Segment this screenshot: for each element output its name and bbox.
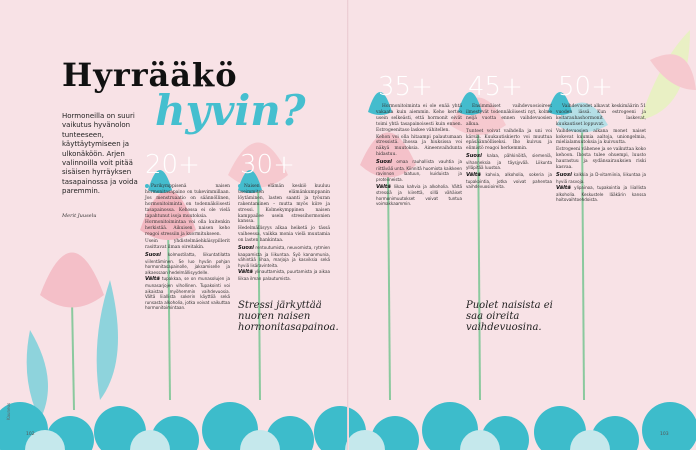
pull-quote-left: Stressi järkyttää nuoren naisen hormonitasapainoa. bbox=[238, 300, 339, 333]
bullet-icon bbox=[238, 184, 242, 188]
page-number-right: 103 bbox=[660, 432, 669, 437]
bullet-icon bbox=[466, 104, 470, 108]
page-number-left: 102 bbox=[26, 432, 35, 437]
age-heading-35: 35+ bbox=[378, 72, 433, 102]
article-title: Hyrrääkö bbox=[62, 56, 238, 94]
column-30: Naisen elämän keskiö kuuluu useimmiten elämänkumppanin löytäminen, lasten saanti ja työuran rakentaminen – mutta myös kiire ja stressi. Kolmekymppinen naisen kamppailee usein stressihormonien kanssa. Hedelmällisyys alkaa heiketä jo tässä vaiheessa, vaikka monia vielä muutamia on lasten hankintaa. Suosi rentoutumista, neuvomista, rytmien kaapamista ja liikuntaa. Syö kananmunia, vähintää lihaa, marjoja ja kasviksia sekä hyviä lisäravinteita. Vältä ylinauttamista, puurtamista ja aikaa liikaa ilman palautumista. bbox=[238, 184, 330, 282]
age-heading-50: 50+ bbox=[558, 72, 613, 102]
bullet-icon bbox=[145, 184, 149, 188]
age-heading-30: 30+ bbox=[240, 150, 295, 180]
section-label: Kauneus bbox=[6, 402, 11, 420]
age-heading-45: 45+ bbox=[468, 72, 523, 102]
column-35: Hormonitoiminta ei ole enää yhtä vakaata kuin aiemmin. Keho kertoo usein selkeästi, että hormonit eivät toimi yhtä tasapainoisesti kuin ennen. Estrogeenitaso laskee vähitellen. Kehon voi olla hitaampi palautumaan stressistä. Ihossa ja hiuksissa voi näkyä muutoksia. Aineenvaihdunta hidastuu. Suosi omaa rauhallista vauhtia ja riittävää unta. Kiinnitä huomiota kaikkeen ravinnon laatuun, kuiduista ja proteiineista. Vältä liikaa kahvia ja alkoholia. Vältä stressiä ja kiirettä, sillä vähäiset hormonimuutokset voivat tuntua voimakkaammin. bbox=[376, 104, 462, 207]
byline: Merit Juuselu bbox=[62, 213, 97, 219]
age-heading-20: 20+ bbox=[145, 150, 200, 180]
column-20: Parikymppisenä naisen hormonitasapaino on tukevimmillaan. Jos menstruaatio on säännöllinen, hormonitoiminta on todennäköisesti tasapainossa. Kehossa ei ole vielä tapahtunut isoja muutoksia. Hormonitoimintaa voi olla kuitenkin herkistää. Aikuisen naisen keho reagoi stressiin ja kuormitukseen. Usein yhdistelmäehkäisypillerit rasittavat ilman oireitakin. Suosi kolmostilatta, liikuntatilatta viilentäminen. Se luo hyvän pohjan hormonitasapainolle, jaksamiselle ja alkaessaan hedelmällisyydelle. Vältä tupakkaa, se on munasolujen ja munasarjojen vihollinen. Tupakointi voi aikaistaa myöhemmin vaihdevuosia. Vältä liiallista sokerin käyttöä sekä runsasta alkoholia, jotka voivat vaikuttaa hormonitoimintaan. bbox=[145, 184, 230, 311]
page-spine bbox=[347, 0, 349, 450]
bullet-icon bbox=[376, 104, 380, 108]
pull-quote-right: Puolet naisista ei saa oireita vaihdevuosina. bbox=[466, 300, 553, 333]
intro-text: Hormoneilla on suuri vaikutus hyvänolon tunteeseen, käyttäytymiseen ja ulkonäköön. Arjen valinnoilla voit pitää sisäisen hyrräyksen tasapainossa ja voida paremmin. bbox=[62, 112, 138, 196]
column-45: Ensimmäiset vaihdevuosioireet ilmestyvät todennäköisesti nyt, kolme neljä vuotta ennen vaihdevuosien alkua. Tunteet voivat vaihdella ja uni voi kärsiä. Kuukautiskierto voi muuttua epäsäännölliseksi. Iho kuivuu ja elimistö reagoi herkemmin. Suosi kalaa, pähkinöitä, siemeniä, vihanneksia ja täysjyvää. Liikunta ylläpitää luustoa. Vältä kahvia, alkoholia, sokeria ja tupakointia, jotka voivat pahentaa vaihdevuosioireita. bbox=[466, 104, 552, 190]
article-title-italic: hyvin? bbox=[155, 86, 306, 135]
bullet-icon bbox=[556, 104, 560, 108]
column-50: Vaihdevuodet alkavat keskimäärin 51 vuoden iässä. Kun estrogeeni ja keltarauhashormonit laskevat, kuukautiset loppuvat. Vaihdevuosien aikana monet naiset kokevat kuumia aaltoja, uniongelmia, mielialamuutoksia ja kuivuutta. Estrogeeni vähenee ja se vaikuttaa koko kehoon. Ihosta tulee ohuempi, luusto haurastuu ja sydänsairauksien riski kasvaa. Suosi kalkkia ja D-vitamiinia, liikuntaa ja hyviä rasvoja. Vältä ylipainoa, tupakointia ja liiallista alkoholia. Keskustele lääkärin kanssa hoitovaihtoehdoista. bbox=[556, 104, 646, 203]
